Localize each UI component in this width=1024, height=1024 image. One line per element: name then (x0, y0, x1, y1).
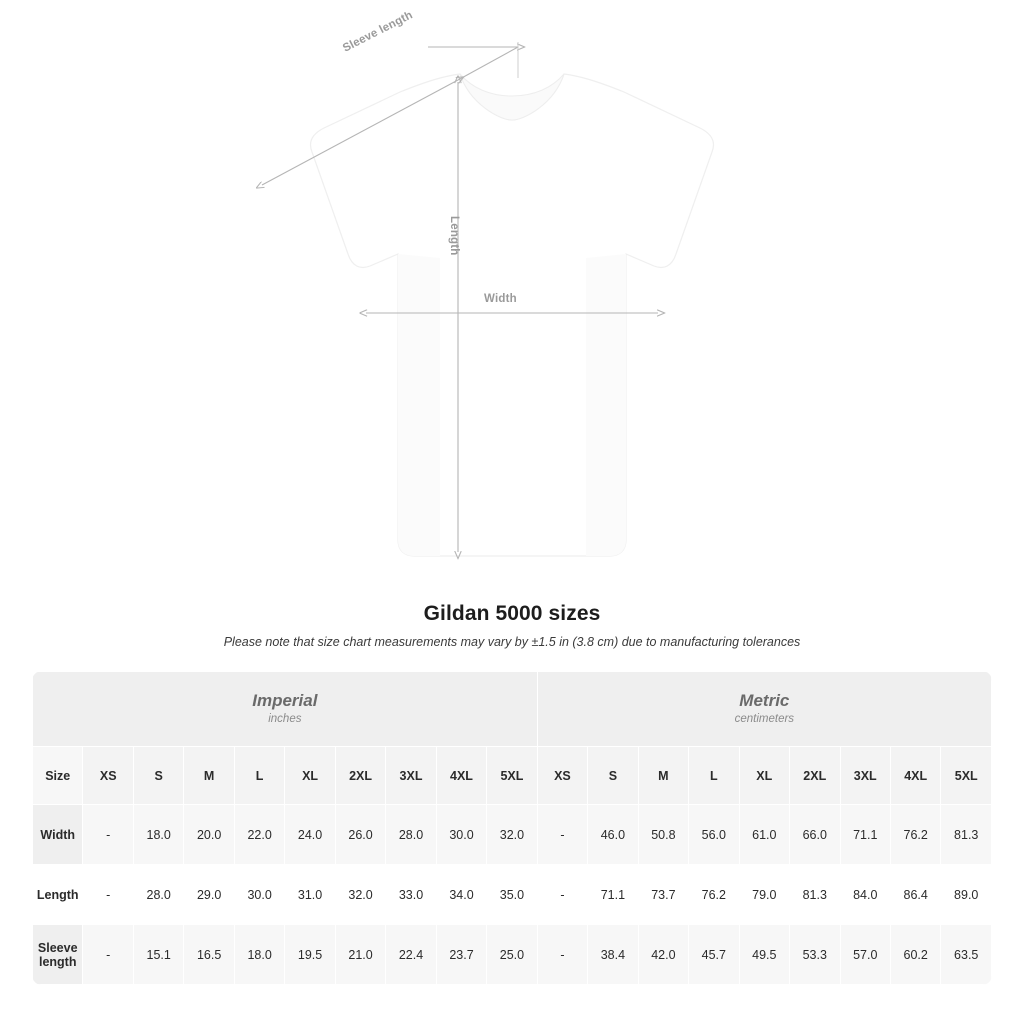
size-header-imperial-2xl: 2XL (335, 747, 385, 805)
cell-sleeve-imperial-4xl: 23.7 (436, 925, 486, 985)
unit-sub-imperial: inches (268, 713, 302, 725)
size-header-metric-m: M (638, 747, 688, 805)
cell-sleeve-metric-m: 42.0 (638, 925, 688, 985)
cell-length-metric-m: 73.7 (638, 865, 688, 925)
cell-length-metric-s: 71.1 (588, 865, 638, 925)
chart-heading (0, 602, 1024, 649)
size-header-imperial-xs: XS (83, 747, 133, 805)
sleeve-length-label: Sleeve length (341, 9, 415, 55)
size-header-metric-l: L (689, 747, 739, 805)
cell-width-imperial-l: 22.0 (234, 805, 284, 865)
cell-sleeve-metric-xs: - (537, 925, 587, 985)
page-title: Gildan 5000 sizes (423, 602, 601, 625)
cell-width-metric-s: 46.0 (588, 805, 638, 865)
unit-cell-imperial (33, 672, 538, 747)
cell-width-imperial-s: 18.0 (133, 805, 183, 865)
cell-sleeve-metric-xl: 49.5 (739, 925, 789, 985)
cell-sleeve-metric-l: 45.7 (689, 925, 739, 985)
cell-length-imperial-xs: - (83, 865, 133, 925)
size-table-wrapper (32, 671, 992, 985)
size-header-metric-s: S (588, 747, 638, 805)
size-header-imperial-l: L (234, 747, 284, 805)
width-label: Width (484, 293, 517, 305)
cell-length-metric-3xl: 84.0 (840, 865, 890, 925)
cell-length-imperial-2xl: 32.0 (335, 865, 385, 925)
size-table (32, 671, 992, 985)
tolerance-note: Please note that size chart measurements may vary by ±1.5 in (3.8 cm) due to manufacturing tolerances (223, 635, 801, 649)
cell-width-imperial-2xl: 26.0 (335, 805, 385, 865)
cell-length-metric-2xl: 81.3 (790, 865, 840, 925)
size-header-imperial-s: S (133, 747, 183, 805)
unit-header-row (33, 672, 992, 747)
cell-sleeve-metric-5xl: 63.5 (941, 925, 992, 985)
unit-name-metric: Metric (739, 690, 790, 710)
length-label: Length (448, 216, 460, 256)
row-label-length: Length (33, 865, 83, 925)
size-header-metric-xl: XL (739, 747, 789, 805)
cell-sleeve-imperial-xs: - (83, 925, 133, 985)
cell-sleeve-metric-2xl: 53.3 (790, 925, 840, 985)
table-row (33, 865, 992, 925)
size-header-metric-4xl: 4XL (890, 747, 940, 805)
cell-sleeve-imperial-l: 18.0 (234, 925, 284, 985)
size-header-imperial-xl: XL (285, 747, 335, 805)
cell-width-metric-2xl: 66.0 (790, 805, 840, 865)
cell-length-imperial-s: 28.0 (133, 865, 183, 925)
tshirt-shape (311, 74, 714, 556)
unit-cell-metric (537, 672, 991, 747)
cell-sleeve-metric-4xl: 60.2 (890, 925, 940, 985)
size-header-imperial-m: M (184, 747, 234, 805)
cell-width-imperial-3xl: 28.0 (386, 805, 436, 865)
cell-width-metric-4xl: 76.2 (890, 805, 940, 865)
table-row (33, 805, 992, 865)
cell-length-imperial-5xl: 35.0 (487, 865, 537, 925)
cell-width-imperial-xs: - (83, 805, 133, 865)
size-header-metric-2xl: 2XL (790, 747, 840, 805)
row-label-width: Width (33, 805, 83, 865)
cell-length-imperial-m: 29.0 (184, 865, 234, 925)
cell-length-metric-4xl: 86.4 (890, 865, 940, 925)
cell-length-metric-xl: 79.0 (739, 865, 789, 925)
cell-length-imperial-3xl: 33.0 (386, 865, 436, 925)
cell-length-imperial-xl: 31.0 (285, 865, 335, 925)
cell-width-metric-xs: - (537, 805, 587, 865)
cell-sleeve-imperial-m: 16.5 (184, 925, 234, 985)
cell-width-metric-xl: 61.0 (739, 805, 789, 865)
size-header-imperial-5xl: 5XL (487, 747, 537, 805)
row-label-sleeve-length: Sleeve length (33, 925, 83, 985)
cell-width-metric-5xl: 81.3 (941, 805, 992, 865)
size-header-metric-xs: XS (537, 747, 587, 805)
cell-width-imperial-m: 20.0 (184, 805, 234, 865)
cell-sleeve-metric-s: 38.4 (588, 925, 638, 985)
cell-width-metric-l: 56.0 (689, 805, 739, 865)
cell-sleeve-imperial-3xl: 22.4 (386, 925, 436, 985)
cell-sleeve-imperial-5xl: 25.0 (487, 925, 537, 985)
cell-width-metric-m: 50.8 (638, 805, 688, 865)
cell-width-metric-3xl: 71.1 (840, 805, 890, 865)
cell-width-imperial-xl: 24.0 (285, 805, 335, 865)
unit-sub-metric: centimeters (734, 713, 795, 725)
cell-sleeve-metric-3xl: 57.0 (840, 925, 890, 985)
cell-sleeve-imperial-s: 15.1 (133, 925, 183, 985)
cell-length-imperial-4xl: 34.0 (436, 865, 486, 925)
unit-name-imperial: Imperial (252, 690, 318, 710)
size-header-metric-3xl: 3XL (840, 747, 890, 805)
cell-width-imperial-4xl: 30.0 (436, 805, 486, 865)
size-header-metric-5xl: 5XL (941, 747, 992, 805)
size-header-imperial-4xl: 4XL (436, 747, 486, 805)
cell-sleeve-imperial-2xl: 21.0 (335, 925, 385, 985)
cell-sleeve-imperial-xl: 19.5 (285, 925, 335, 985)
size-header-imperial-3xl: 3XL (386, 747, 436, 805)
size-header-label: Size (33, 747, 83, 805)
table-row (33, 925, 992, 985)
cell-length-imperial-l: 30.0 (234, 865, 284, 925)
cell-length-metric-l: 76.2 (689, 865, 739, 925)
size-header-row (33, 747, 992, 805)
cell-length-metric-xs: - (537, 865, 587, 925)
cell-width-imperial-5xl: 32.0 (487, 805, 537, 865)
cell-length-metric-5xl: 89.0 (941, 865, 992, 925)
